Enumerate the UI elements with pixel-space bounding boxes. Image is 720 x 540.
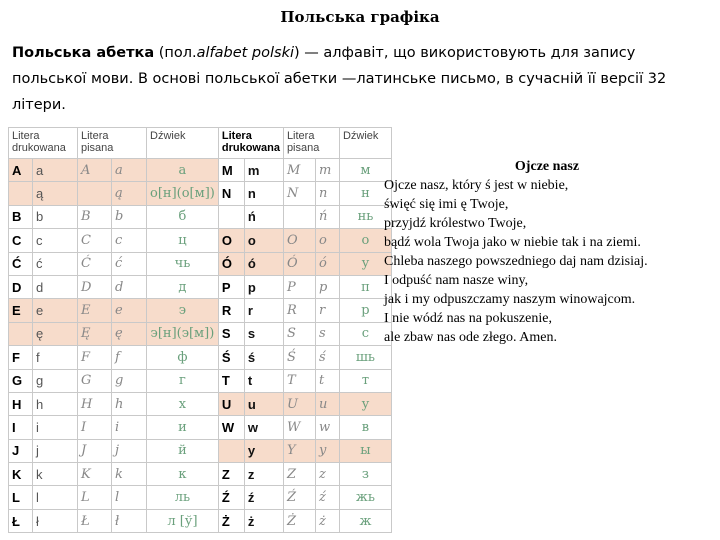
printed-lowercase: ć [33, 252, 78, 275]
sound-value: у [339, 392, 391, 415]
sound-value: к [147, 463, 219, 486]
printed-capital: E [9, 299, 33, 322]
sound-value: х [147, 392, 219, 415]
sound-value: шь [339, 346, 391, 369]
printed-capital: F [9, 346, 33, 369]
written-lowercase: ł [112, 509, 147, 532]
prayer-line: jak i my odpuszczamy naszym winowajcom. [384, 292, 636, 307]
prayer-line: ale zbaw nas ode złego. Amen. [384, 330, 557, 345]
table-row [9, 463, 392, 486]
prayer-line: I odpuść nam nasze winy, [384, 273, 529, 288]
sound-value: ж [339, 509, 391, 532]
printed-capital: S [218, 322, 244, 345]
printed-lowercase: l [33, 486, 78, 509]
page-title: Польська графіка [280, 8, 440, 26]
intro-rest: ) — алфавіт, що використовують для запису польської мови. В основі польської абетки —латинське письмо, в сучасній її версії 32 літери. [12, 45, 667, 113]
printed-lowercase: e [33, 299, 78, 322]
printed-capital: Ż [218, 509, 244, 532]
table-row [9, 369, 392, 392]
intro-native-name: alfabet polski [196, 45, 295, 61]
prayer-text [384, 157, 710, 347]
printed-capital: B [9, 205, 33, 228]
table-row [9, 509, 392, 532]
printed-lowercase: j [33, 439, 78, 462]
printed-capital: H [9, 392, 33, 415]
written-capital [78, 182, 112, 205]
printed-lowercase: s [244, 322, 283, 345]
table-row [9, 299, 392, 322]
printed-capital: U [218, 392, 244, 415]
written-lowercase: u [315, 392, 339, 415]
sound-value: ль [147, 486, 219, 509]
table-row [9, 392, 392, 415]
written-lowercase: a [112, 159, 147, 182]
written-capital: A [78, 159, 112, 182]
printed-lowercase: ł [33, 509, 78, 532]
sound-value: а [147, 159, 219, 182]
sound-value: ы [339, 439, 391, 462]
printed-capital: G [9, 369, 33, 392]
written-lowercase: n [315, 182, 339, 205]
printed-capital: D [9, 275, 33, 298]
sound-value: ц [147, 229, 219, 252]
written-capital: U [283, 392, 315, 415]
written-lowercase: ć [112, 252, 147, 275]
printed-capital: J [9, 439, 33, 462]
sound-value: у [339, 252, 391, 275]
written-capital: T [283, 369, 315, 392]
sound-value: з [339, 463, 391, 486]
sound-value: о[н](о[м]) [147, 182, 219, 205]
sound-value: э [147, 299, 219, 322]
sound-value: ф [147, 346, 219, 369]
written-lowercase: o [315, 229, 339, 252]
printed-lowercase: ń [244, 205, 283, 228]
written-capital: N [283, 182, 315, 205]
prayer-line: przyjdź królestwo Twoje, [384, 216, 527, 231]
written-capital: C [78, 229, 112, 252]
printed-capital [218, 439, 244, 462]
printed-capital: W [218, 416, 244, 439]
sound-value: э[н](э[м]) [147, 322, 219, 345]
sound-value: м [339, 159, 391, 182]
written-capital: Ć [78, 252, 112, 275]
written-capital: Ł [78, 509, 112, 532]
written-lowercase: y [315, 439, 339, 462]
written-lowercase: c [112, 229, 147, 252]
written-capital: Ę [78, 322, 112, 345]
table-row [9, 159, 392, 182]
printed-lowercase: ą [33, 182, 78, 205]
alphabet-table [8, 127, 392, 533]
written-capital: F [78, 346, 112, 369]
printed-lowercase: ę [33, 322, 78, 345]
header-printed-left: Litera drukowana [9, 128, 78, 159]
table-row [9, 486, 392, 509]
sound-value: л [ў] [147, 509, 219, 532]
written-capital: J [78, 439, 112, 462]
written-capital: H [78, 392, 112, 415]
sound-value: т [339, 369, 391, 392]
printed-lowercase: u [244, 392, 283, 415]
printed-lowercase: ź [244, 486, 283, 509]
written-lowercase: r [315, 299, 339, 322]
printed-lowercase: b [33, 205, 78, 228]
header-written-right: Litera pisana [283, 128, 339, 159]
sound-value: чь [147, 252, 219, 275]
written-lowercase: ó [315, 252, 339, 275]
printed-capital: M [218, 159, 244, 182]
printed-lowercase: m [244, 159, 283, 182]
written-lowercase: s [315, 322, 339, 345]
written-capital: I [78, 416, 112, 439]
written-capital: O [283, 229, 315, 252]
written-lowercase: b [112, 205, 147, 228]
printed-lowercase: i [33, 416, 78, 439]
written-lowercase: l [112, 486, 147, 509]
written-lowercase: e [112, 299, 147, 322]
written-capital: L [78, 486, 112, 509]
intro-open: (пол. [154, 45, 197, 61]
printed-lowercase: a [33, 159, 78, 182]
sound-value: в [339, 416, 391, 439]
printed-capital: T [218, 369, 244, 392]
written-lowercase: k [112, 463, 147, 486]
table-row [9, 182, 392, 205]
header-sound-left: Dźwiek [147, 128, 219, 159]
printed-capital [9, 322, 33, 345]
header-printed-right: Litera drukowana [218, 128, 283, 159]
printed-capital: L [9, 486, 33, 509]
printed-lowercase: p [244, 275, 283, 298]
table-row [9, 252, 392, 275]
written-capital: E [78, 299, 112, 322]
written-lowercase: i [112, 416, 147, 439]
written-lowercase: m [315, 159, 339, 182]
written-lowercase: ś [315, 346, 339, 369]
printed-capital: K [9, 463, 33, 486]
table-row [9, 205, 392, 228]
printed-lowercase: k [33, 463, 78, 486]
sound-value: н [339, 182, 391, 205]
written-capital: S [283, 322, 315, 345]
printed-lowercase: ś [244, 346, 283, 369]
printed-lowercase: ó [244, 252, 283, 275]
prayer-line: Chleba naszego powszedniego daj nam dzisiaj. [384, 254, 648, 269]
sound-value: п [339, 275, 391, 298]
table-row [9, 346, 392, 369]
written-lowercase: h [112, 392, 147, 415]
prayer-line: Ojcze nasz, który ś jest w niebie, [384, 178, 569, 193]
printed-lowercase: r [244, 299, 283, 322]
sound-value: б [147, 205, 219, 228]
printed-capital: O [218, 229, 244, 252]
prayer-line: I nie wódź nas na pokuszenie, [384, 311, 552, 326]
intro-term: Польська абетка [12, 45, 155, 61]
written-lowercase: ń [315, 205, 339, 228]
written-lowercase: d [112, 275, 147, 298]
header-sound-right: Dźwiek [339, 128, 391, 159]
printed-lowercase: h [33, 392, 78, 415]
printed-capital [218, 205, 244, 228]
printed-lowercase: o [244, 229, 283, 252]
sound-value: с [339, 322, 391, 345]
printed-capital: Ł [9, 509, 33, 532]
header-written-left: Litera pisana [78, 128, 147, 159]
written-capital: Z [283, 463, 315, 486]
table-row [9, 275, 392, 298]
sound-value: жь [339, 486, 391, 509]
printed-capital: I [9, 416, 33, 439]
table-row [9, 322, 392, 345]
written-capital: Ó [283, 252, 315, 275]
written-capital: G [78, 369, 112, 392]
written-lowercase: j [112, 439, 147, 462]
printed-capital: C [9, 229, 33, 252]
printed-lowercase: w [244, 416, 283, 439]
written-capital [283, 205, 315, 228]
written-lowercase: ą [112, 182, 147, 205]
written-capital: R [283, 299, 315, 322]
printed-capital: A [9, 159, 33, 182]
printed-capital: Ś [218, 346, 244, 369]
printed-capital: N [218, 182, 244, 205]
written-capital: Ź [283, 486, 315, 509]
written-lowercase: g [112, 369, 147, 392]
written-lowercase: ź [315, 486, 339, 509]
printed-lowercase: t [244, 369, 283, 392]
written-capital: W [283, 416, 315, 439]
sound-value: г [147, 369, 219, 392]
printed-capital: Ć [9, 252, 33, 275]
table-row [9, 439, 392, 462]
sound-value: нь [339, 205, 391, 228]
prayer-title: Ojcze nasz [514, 159, 580, 174]
written-capital: M [283, 159, 315, 182]
written-lowercase: z [315, 463, 339, 486]
sound-value: й [147, 439, 219, 462]
printed-capital: Ó [218, 252, 244, 275]
printed-lowercase: d [33, 275, 78, 298]
written-capital: K [78, 463, 112, 486]
printed-capital: P [218, 275, 244, 298]
printed-lowercase: c [33, 229, 78, 252]
written-lowercase: f [112, 346, 147, 369]
written-lowercase: t [315, 369, 339, 392]
printed-capital: R [218, 299, 244, 322]
written-capital: D [78, 275, 112, 298]
prayer-line: bądź wola Twoja jako w niebie tak i na ziemi. [384, 235, 641, 250]
sound-value: и [147, 416, 219, 439]
table-row [9, 416, 392, 439]
written-lowercase: w [315, 416, 339, 439]
printed-lowercase: ż [244, 509, 283, 532]
sound-value: о [339, 229, 391, 252]
table-row [9, 229, 392, 252]
printed-lowercase: n [244, 182, 283, 205]
printed-capital: Z [218, 463, 244, 486]
sound-value: д [147, 275, 219, 298]
printed-lowercase: z [244, 463, 283, 486]
intro-paragraph [12, 40, 712, 118]
printed-capital: Ź [218, 486, 244, 509]
written-capital: Ś [283, 346, 315, 369]
written-capital: Ż [283, 509, 315, 532]
written-capital: P [283, 275, 315, 298]
prayer-line: święć się imi ę Twoje, [384, 197, 509, 212]
written-lowercase: p [315, 275, 339, 298]
sound-value: р [339, 299, 391, 322]
written-lowercase: ę [112, 322, 147, 345]
printed-capital [9, 182, 33, 205]
printed-lowercase: f [33, 346, 78, 369]
written-capital: B [78, 205, 112, 228]
written-lowercase: ż [315, 509, 339, 532]
printed-lowercase: g [33, 369, 78, 392]
printed-lowercase: y [244, 439, 283, 462]
written-capital: Y [283, 439, 315, 462]
